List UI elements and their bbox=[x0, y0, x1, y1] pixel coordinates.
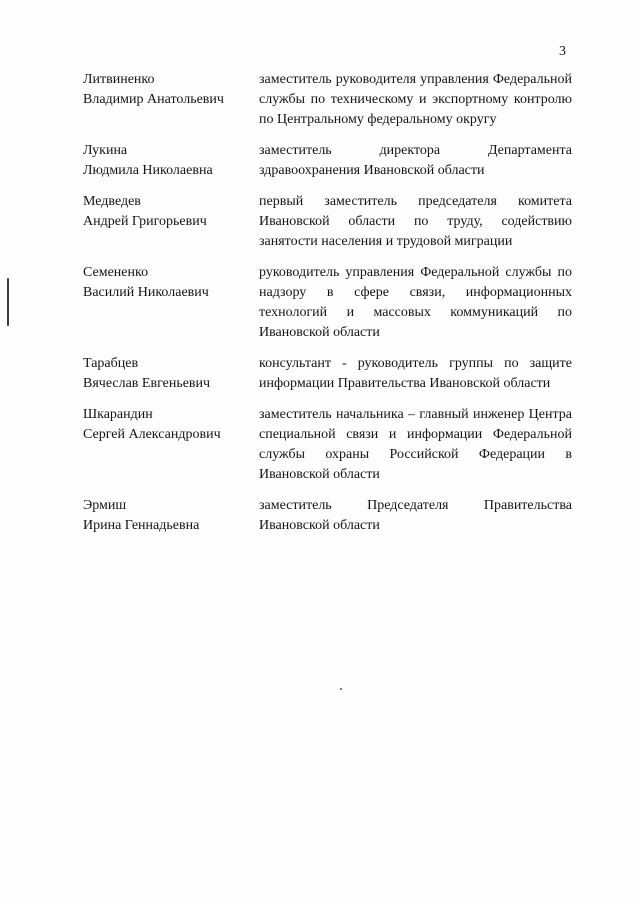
roster-list bbox=[83, 70, 572, 547]
person-position: заместитель Председателя Правительства Ивановской области bbox=[259, 498, 572, 533]
person-position: первый заместитель председателя комитета Ивановской области по труду, содействию занятости населения и трудовой миграции bbox=[259, 194, 572, 249]
person-surname: Эрмиш bbox=[83, 498, 127, 513]
list-item bbox=[83, 354, 572, 394]
person-position: заместитель директора Департамента здравоохранения Ивановской области bbox=[259, 143, 572, 178]
person-position: консультант - руководитель группы по защите информации Правительства Ивановской области bbox=[259, 356, 572, 391]
person-surname: Семененко bbox=[83, 265, 149, 280]
person-given-name: Вячеслав Евгеньевич bbox=[83, 376, 211, 391]
person-name bbox=[83, 354, 259, 394]
list-item bbox=[83, 405, 572, 485]
person-position: заместитель начальника – главный инженер Центра специальной связи и информации Федеральной службы охраны Российской Федерации в Ивановской области bbox=[259, 407, 572, 482]
person-given-name: Людмила Николаевна bbox=[83, 163, 213, 178]
person-surname: Шкарандин bbox=[83, 407, 153, 422]
person-surname: Литвиненко bbox=[83, 72, 155, 87]
person-name bbox=[83, 141, 259, 181]
person-surname: Медведев bbox=[83, 194, 141, 209]
list-item bbox=[83, 70, 572, 130]
list-item bbox=[83, 496, 572, 536]
person-position: руководитель управления Федеральной службы по надзору в сфере связи, информационных технологий и массовых коммуникаций по Ивановской области bbox=[259, 265, 572, 340]
person-given-name: Сергей Александрович bbox=[83, 427, 221, 442]
person-surname: Лукина bbox=[83, 143, 128, 158]
list-item bbox=[83, 192, 572, 252]
list-item bbox=[83, 141, 572, 181]
scan-line-artifact bbox=[7, 278, 9, 326]
person-given-name: Владимир Анатольевич bbox=[83, 92, 224, 107]
person-name bbox=[83, 496, 259, 536]
person-name bbox=[83, 405, 259, 445]
person-given-name: Ирина Геннадьевна bbox=[83, 518, 200, 533]
person-name bbox=[83, 70, 259, 110]
person-given-name: Василий Николаевич bbox=[83, 285, 209, 300]
list-item bbox=[83, 263, 572, 343]
person-given-name: Андрей Григорьевич bbox=[83, 214, 207, 229]
page-number: 3 bbox=[559, 44, 566, 59]
scan-dot-artifact bbox=[340, 688, 342, 690]
person-position: заместитель руководителя управления Федеральной службы по техническому и экспортному контролю по Центральному федеральному округу bbox=[259, 72, 572, 127]
person-name bbox=[83, 263, 259, 303]
person-surname: Тарабцев bbox=[83, 356, 139, 371]
person-name bbox=[83, 192, 259, 232]
